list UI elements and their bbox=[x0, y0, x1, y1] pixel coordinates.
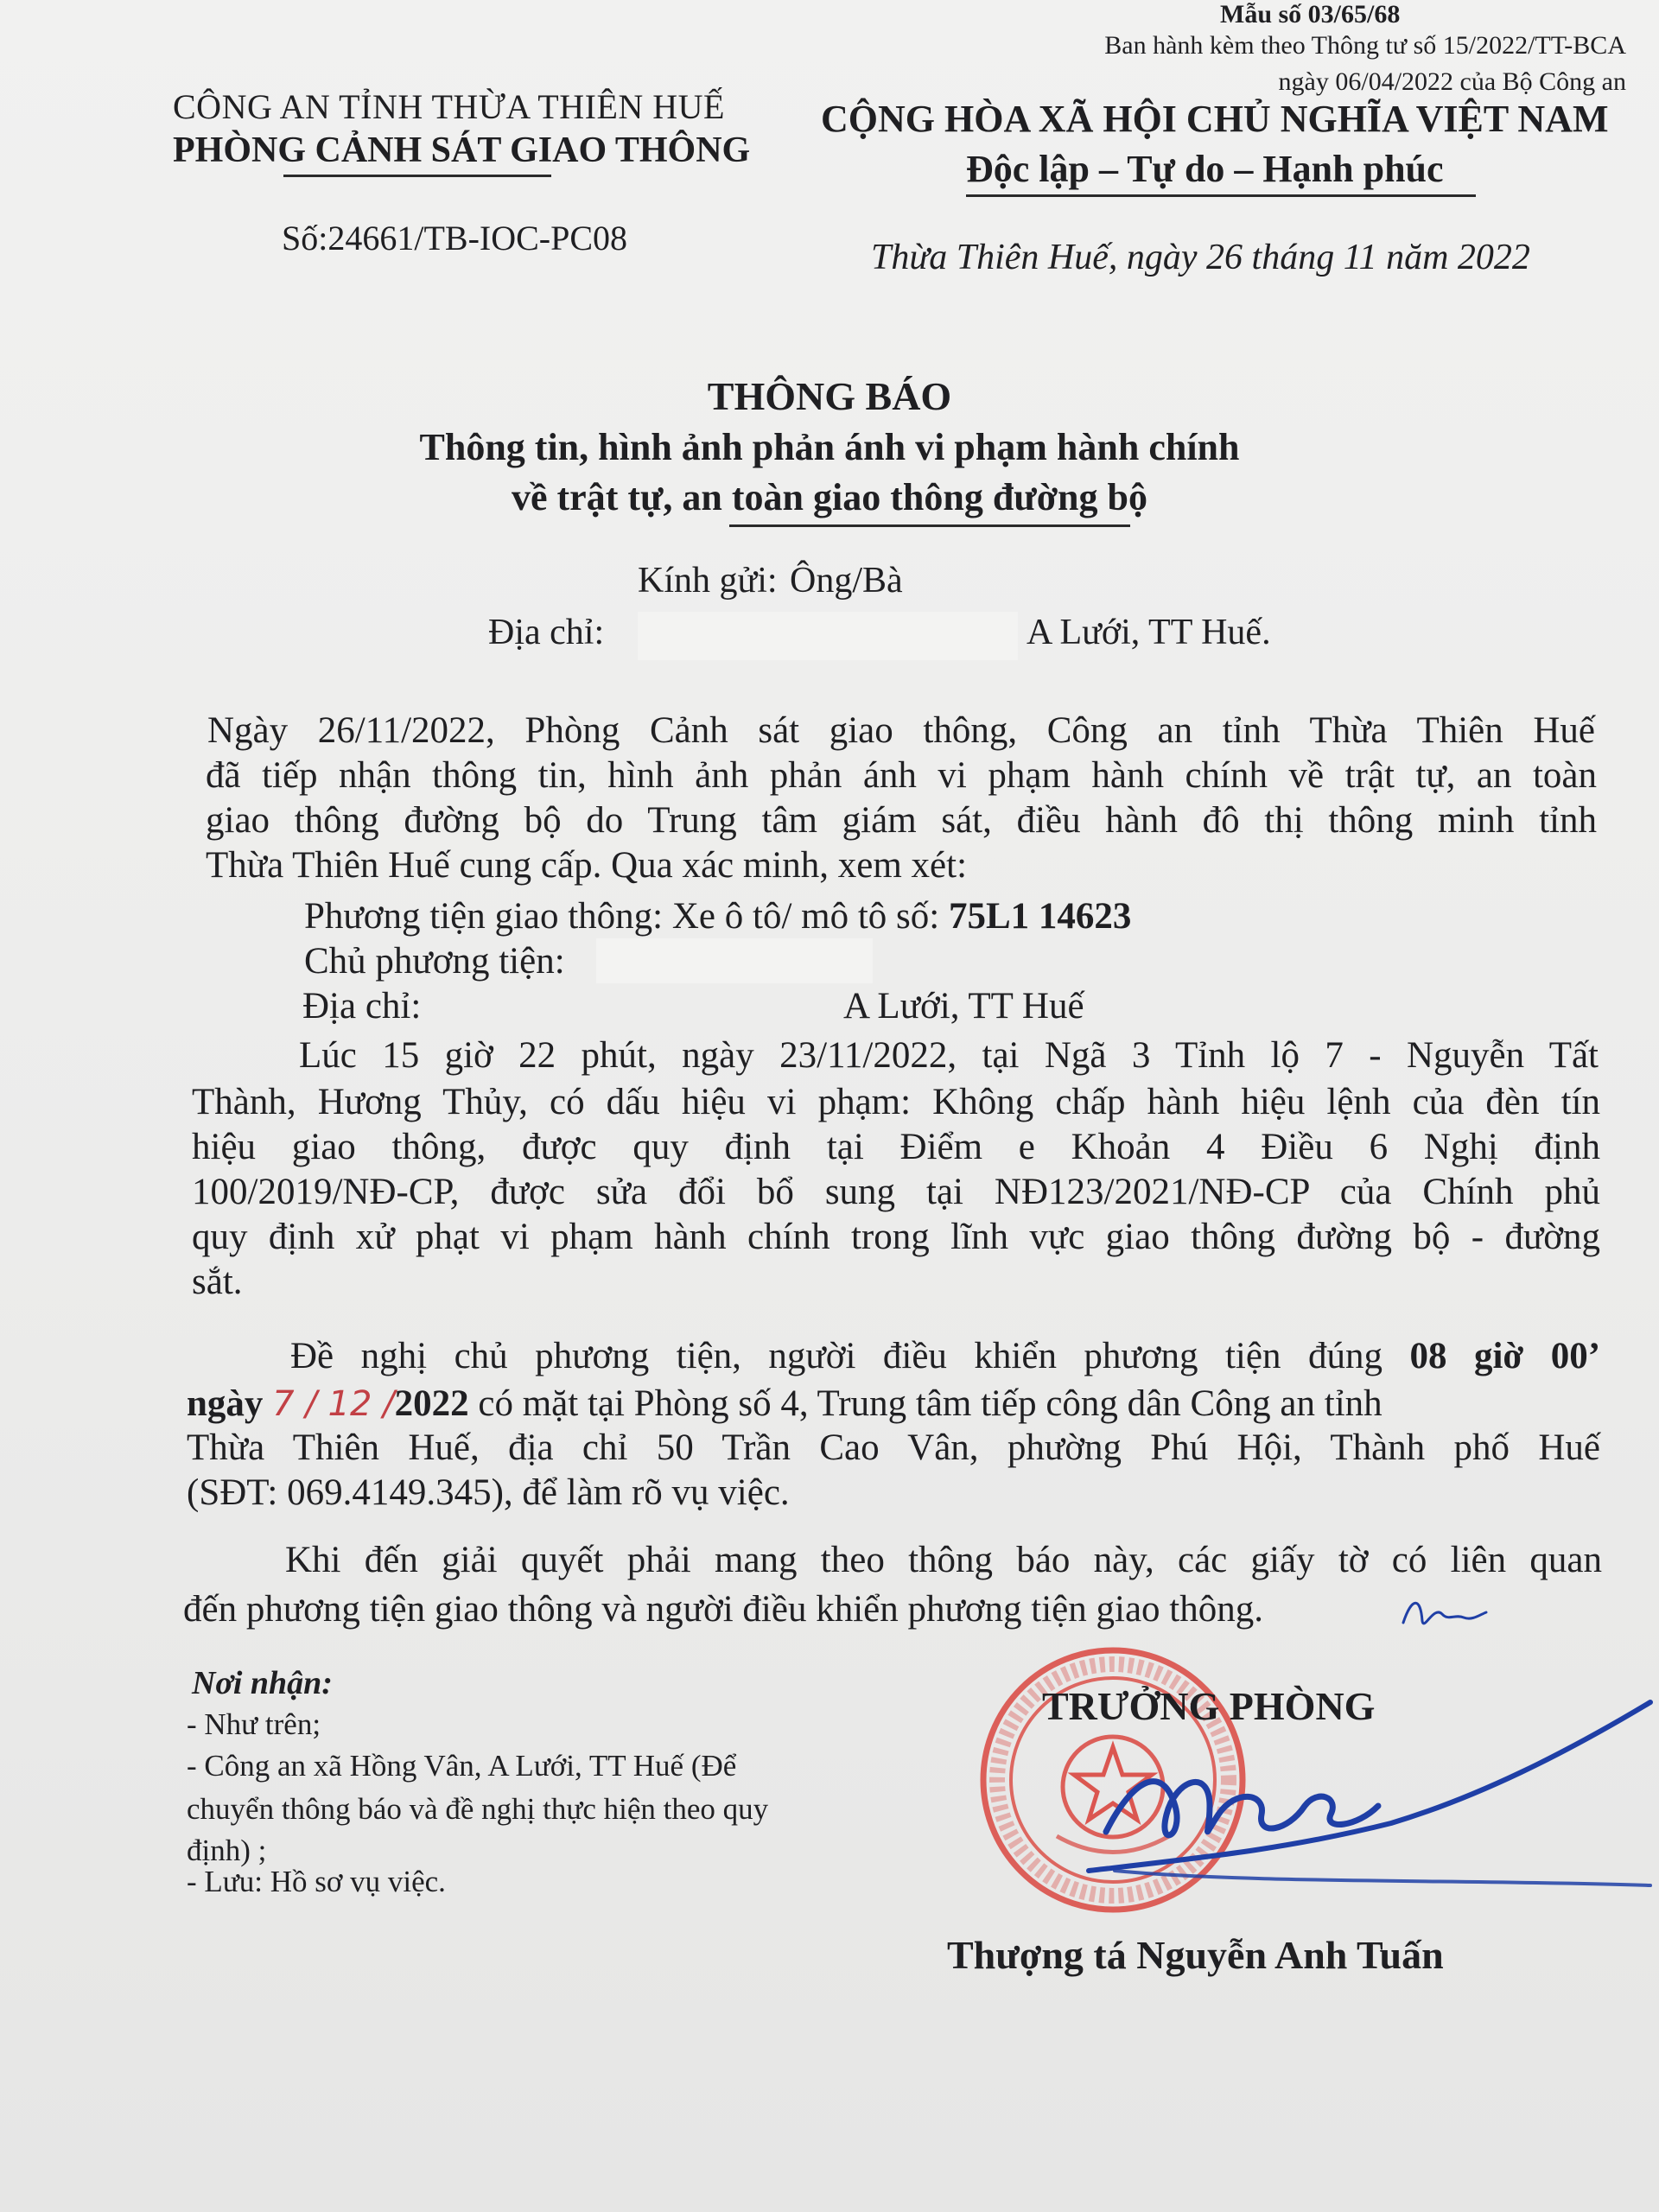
signer-name: Thượng tá Nguyễn Anh Tuấn bbox=[947, 1933, 1444, 1977]
recipient-item: - Như trên; bbox=[187, 1707, 321, 1741]
paragraph-line: Thành, Hương Thủy, có dấu hiệu vi phạm: Không chấp hành hiệu lệnh của đèn tín bbox=[192, 1082, 1600, 1122]
document-subtitle-line-1: Thông tin, hình ảnh phản ánh vi phạm hành chính bbox=[419, 426, 1240, 468]
paragraph-line: Thừa Thiên Huế cung cấp. Qua xác minh, xem xét: bbox=[206, 845, 968, 886]
violation-paragraph bbox=[192, 1084, 1600, 1308]
redacted-address bbox=[638, 612, 1018, 660]
summons-day-label: ngày bbox=[187, 1383, 264, 1424]
recipient-item: chuyển thông báo và đề nghị thực hiện theo quy bbox=[187, 1792, 769, 1826]
document-number: Số:24661/TB-IOC-PC08 bbox=[282, 219, 628, 257]
summons-time: 08 giờ 00’ bbox=[1409, 1336, 1601, 1376]
form-code: Mẫu số 03/65/68 bbox=[1220, 0, 1401, 29]
signature-title: TRƯỞNG PHÒNG bbox=[1042, 1684, 1376, 1728]
motto-underline bbox=[966, 194, 1476, 197]
summons-text: Đề nghị chủ phương tiện, người điều khiển phương tiện đúng bbox=[290, 1336, 1382, 1376]
paragraph-line: Thừa Thiên Huế, địa chỉ 50 Trần Cao Vân, phường Phú Hội, Thành phố Huế bbox=[187, 1427, 1600, 1468]
handwritten-initial bbox=[1395, 1588, 1490, 1640]
instruction-line-2: đến phương tiện giao thông và người điều khiển phương tiện giao thông. bbox=[183, 1589, 1263, 1630]
address-label: Địa chỉ: bbox=[488, 613, 605, 652]
redacted-owner bbox=[596, 938, 873, 983]
paragraph-line: hiệu giao thông, được quy định tại Điểm e Khoản 4 Điều 6 Nghị định bbox=[192, 1127, 1600, 1167]
recipient-item: định) ; bbox=[187, 1834, 267, 1867]
handwritten-date: 7 / 12 / bbox=[272, 1384, 395, 1424]
paragraph-line: Lúc 15 giờ 22 phút, ngày 23/11/2022, tại Ngã 3 Tỉnh lộ 7 - Nguyễn Tất bbox=[299, 1035, 1599, 1076]
summons-paragraph bbox=[187, 1429, 1600, 1519]
agency-underline bbox=[283, 175, 551, 177]
summons-location: có mặt tại Phòng số 4, Trung tâm tiếp công dân Công an tỉnh bbox=[478, 1383, 1382, 1424]
owner-address-value: A Lưới, TT Huế bbox=[843, 986, 1084, 1027]
national-title: CỘNG HÒA XÃ HỘI CHỦ NGHĨA VIỆT NAM bbox=[821, 98, 1609, 140]
owner-address-label: Địa chỉ: bbox=[302, 986, 422, 1027]
document-subtitle-line-2: về trật tự, an toàn giao thông đường bộ bbox=[511, 476, 1147, 518]
paragraph-line: giao thông đường bộ do Trung tâm giám sát, điều hành đô thị thông minh tỉnh bbox=[206, 800, 1597, 841]
document-title: THÔNG BÁO bbox=[707, 374, 952, 418]
summons-paragraph-first bbox=[290, 1338, 1600, 1382]
paragraph-line: quy định xử phạt vi phạm hành chính trong lĩnh vực giao thông đường bộ - đường bbox=[192, 1217, 1600, 1257]
instruction-paragraph-first bbox=[285, 1541, 1602, 1586]
violation-paragraph-first bbox=[299, 1037, 1599, 1082]
vehicle-line bbox=[304, 895, 1131, 938]
paragraph-1-continued bbox=[206, 757, 1597, 892]
agency-name: PHÒNG CẢNH SÁT GIAO THÔNG bbox=[173, 130, 751, 170]
summons-date-line bbox=[187, 1382, 1382, 1425]
paragraph-line: Khi đến giải quyết phải mang theo thông báo này, các giấy tờ có liên quan bbox=[285, 1540, 1602, 1580]
paragraph-line: (SĐT: 069.4149.345), để làm rõ vụ việc. bbox=[187, 1472, 790, 1513]
paragraph-line bbox=[290, 1338, 1600, 1382]
paragraph-line: đã tiếp nhận thông tin, hình ảnh phản ánh vi phạm hành chính về trật tự, an toàn bbox=[206, 755, 1597, 796]
summons-year: 2022 bbox=[394, 1383, 469, 1424]
recipient-item: - Công an xã Hồng Vân, A Lưới, TT Huế (Để bbox=[187, 1749, 737, 1783]
paragraph-line: Ngày 26/11/2022, Phòng Cảnh sát giao thông, Công an tỉnh Thừa Thiên Huế bbox=[207, 710, 1595, 751]
vehicle-label: Phương tiện giao thông: Xe ô tô/ mô tô số: bbox=[304, 896, 940, 937]
agency-parent: CÔNG AN TỈNH THỪA THIÊN HUẾ bbox=[173, 87, 725, 126]
handwritten-signature bbox=[1080, 1685, 1659, 1944]
salutation-value: Ông/Bà bbox=[790, 561, 903, 601]
national-motto: Độc lập – Tự do – Hạnh phúc bbox=[966, 148, 1444, 190]
paragraph-1 bbox=[207, 712, 1595, 757]
paragraph-line: sắt. bbox=[192, 1262, 243, 1302]
salutation-label: Kính gửi: bbox=[638, 561, 778, 601]
title-underline bbox=[729, 524, 1130, 527]
paragraph-line: 100/2019/NĐ-CP, được sửa đổi bổ sung tại NĐ123/2021/NĐ-CP của Chính phủ bbox=[192, 1172, 1600, 1212]
recipients-heading: Nơi nhận: bbox=[192, 1665, 333, 1701]
form-reference-line-1: Ban hành kèm theo Thông tư số 15/2022/TT-BCA bbox=[1104, 31, 1626, 60]
address-value: A Lưới, TT Huế. bbox=[1027, 613, 1271, 652]
vehicle-plate: 75L1 14623 bbox=[948, 896, 1132, 937]
recipient-item: - Lưu: Hồ sơ vụ việc. bbox=[187, 1865, 446, 1898]
owner-label: Chủ phương tiện: bbox=[304, 941, 565, 982]
place-and-date: Thừa Thiên Huế, ngày 26 tháng 11 năm 2022 bbox=[871, 238, 1530, 277]
form-reference-line-2: ngày 06/04/2022 của Bộ Công an bbox=[1278, 67, 1626, 96]
